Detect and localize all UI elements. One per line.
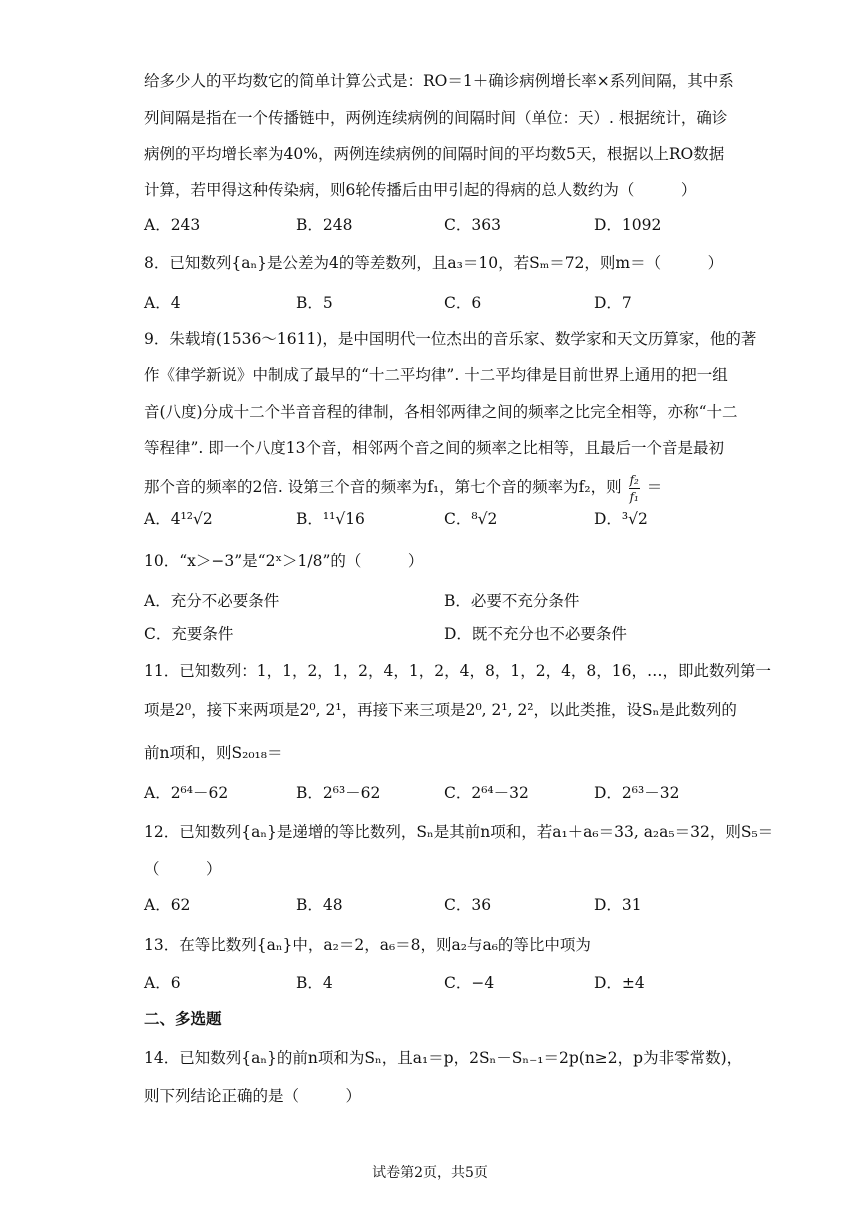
q11-line-3: 前n项和，则S₂₀₁₈＝ (144, 744, 283, 762)
q11-line-1: 11．已知数列：1，1，2，1，2，4，1，2，4，8，1，2，4，8，16，…，即此数列第一 (144, 662, 772, 680)
q8-option-c[interactable]: C．6 (444, 294, 482, 312)
q10-option-b[interactable]: B．必要不充分条件 (444, 592, 580, 610)
q8-option-b[interactable]: B．5 (296, 294, 333, 312)
q11-option-a[interactable]: A．2⁶⁴－62 (144, 784, 229, 802)
q12-option-b[interactable]: B．48 (296, 896, 343, 914)
q7-option-a[interactable]: A．243 (144, 216, 201, 234)
q11-option-b[interactable]: B．2⁶³－62 (296, 784, 381, 802)
q9-line-4: 等程律”. 即一个八度13个音，相邻两个音之间的频率之比相等，且最后一个音是最初 (144, 439, 725, 457)
q7-line-3: 病例的平均增长率为40%，两例连续病例的间隔时间的平均数5天，根据以上RO数据 (144, 145, 725, 163)
q13-stem: 13．在等比数列{aₙ}中，a₂＝2，a₆＝8，则a₂与a₆的等比中项为 (144, 936, 591, 954)
q11-option-d[interactable]: D．2⁶³－32 (594, 784, 680, 802)
q8-option-a[interactable]: A．4 (144, 294, 181, 312)
ratio-denominator: f₁ (629, 489, 639, 504)
q9-option-a[interactable]: A．4¹²√2 (144, 510, 213, 528)
ratio-numerator: f₂ (629, 472, 639, 487)
q7-line-4: 计算，若甲得这种传染病，则6轮传播后由甲引起的得病的总人数约为（ ） (144, 181, 697, 199)
q7-option-c[interactable]: C．363 (444, 216, 501, 234)
q8-options (144, 292, 744, 314)
q11-option-c[interactable]: C．2⁶⁴－32 (444, 784, 529, 802)
q9-option-b[interactable]: B．¹¹√16 (296, 510, 365, 528)
q7-options (144, 214, 744, 236)
frequency-ratio (629, 474, 640, 503)
q9-last-text: 那个音的频率的2倍. 设第三个音的频率为f₁，第七个音的频率为f₂，则 (144, 478, 622, 496)
ratio-equals: ＝ (646, 478, 663, 496)
q9-options (144, 508, 744, 530)
q11-options (144, 782, 744, 804)
q9-line-3: 音(八度)分成十二个半音音程的律制，各相邻两律之间的频率之比完全相等，亦称“十二 (144, 403, 738, 421)
q10-stem: 10．“x＞−3”是“2ˣ＞1/8”的（ ） (144, 552, 424, 570)
q9-line-2: 作《律学新说》中制成了最早的“十二平均律”. 十二平均律是目前世界上通用的把一组 (144, 366, 728, 384)
q14-line-2: 则下列结论正确的是（ ） (144, 1087, 362, 1105)
section-heading-multi-choice: 二、多选题 (144, 1009, 222, 1028)
q13-option-d[interactable]: D．±4 (594, 974, 645, 992)
q12-option-a[interactable]: A．62 (144, 896, 191, 914)
q9-line-1: 9．朱载堉(1536～1611)，是中国明代一位杰出的音乐家、数学家和天文历算家，他的著 (144, 330, 757, 348)
q7-option-b[interactable]: B．248 (296, 216, 353, 234)
q7-line-2: 列间隔是指在一个传播链中，两例连续病例的间隔时间（单位：天）. 根据统计，确诊 (144, 109, 728, 127)
q14-line-1: 14．已知数列{aₙ}的前n项和为Sₙ，且a₁＝p，2Sₙ－Sₙ₋₁＝2p(n≥2，p为非零常数)， (144, 1049, 743, 1067)
q12-line-2: （ ） (144, 860, 222, 878)
q12-option-c[interactable]: C．36 (444, 896, 492, 914)
q10-option-a[interactable]: A．充分不必要条件 (144, 592, 280, 610)
q7-line-1: 给多少人的平均数它的简单计算公式是：RO＝1＋确诊病例增长率×系列间隔，其中系 (144, 72, 734, 90)
q7-option-d[interactable]: D．1092 (594, 216, 662, 234)
q10-option-d[interactable]: D．既不充分也不必要条件 (444, 625, 627, 643)
q13-options (144, 972, 744, 994)
q10-options-row-1 (144, 590, 744, 612)
q9-line-5 (144, 470, 722, 504)
q9-option-c[interactable]: C．⁸√2 (444, 510, 498, 528)
q11-line-2: 项是2⁰，接下来两项是2⁰, 2¹，再接下来三项是2⁰, 2¹, 2²，以此类推，设Sₙ是此数列的 (144, 701, 737, 719)
q13-option-c[interactable]: C．−4 (444, 974, 495, 992)
q9-option-d[interactable]: D．³√2 (594, 510, 648, 528)
q8-option-d[interactable]: D．7 (594, 294, 632, 312)
q10-option-c[interactable]: C．充要条件 (144, 625, 234, 643)
q13-option-a[interactable]: A．6 (144, 974, 181, 992)
page-footer: 试卷第2页，共5页 (372, 1165, 488, 1181)
q12-line-1: 12．已知数列{aₙ}是递增的等比数列，Sₙ是其前n项和，若a₁＋a₆＝33, a₂a₅＝32，则S₅＝ (144, 823, 774, 841)
q13-option-b[interactable]: B．4 (296, 974, 333, 992)
q12-option-d[interactable]: D．31 (594, 896, 642, 914)
q12-options (144, 894, 744, 916)
q8-stem: 8．已知数列{aₙ}是公差为4的等差数列，且a₃＝10，若Sₘ＝72，则m＝（ ） (144, 254, 724, 272)
q10-options-row-2 (144, 623, 744, 645)
